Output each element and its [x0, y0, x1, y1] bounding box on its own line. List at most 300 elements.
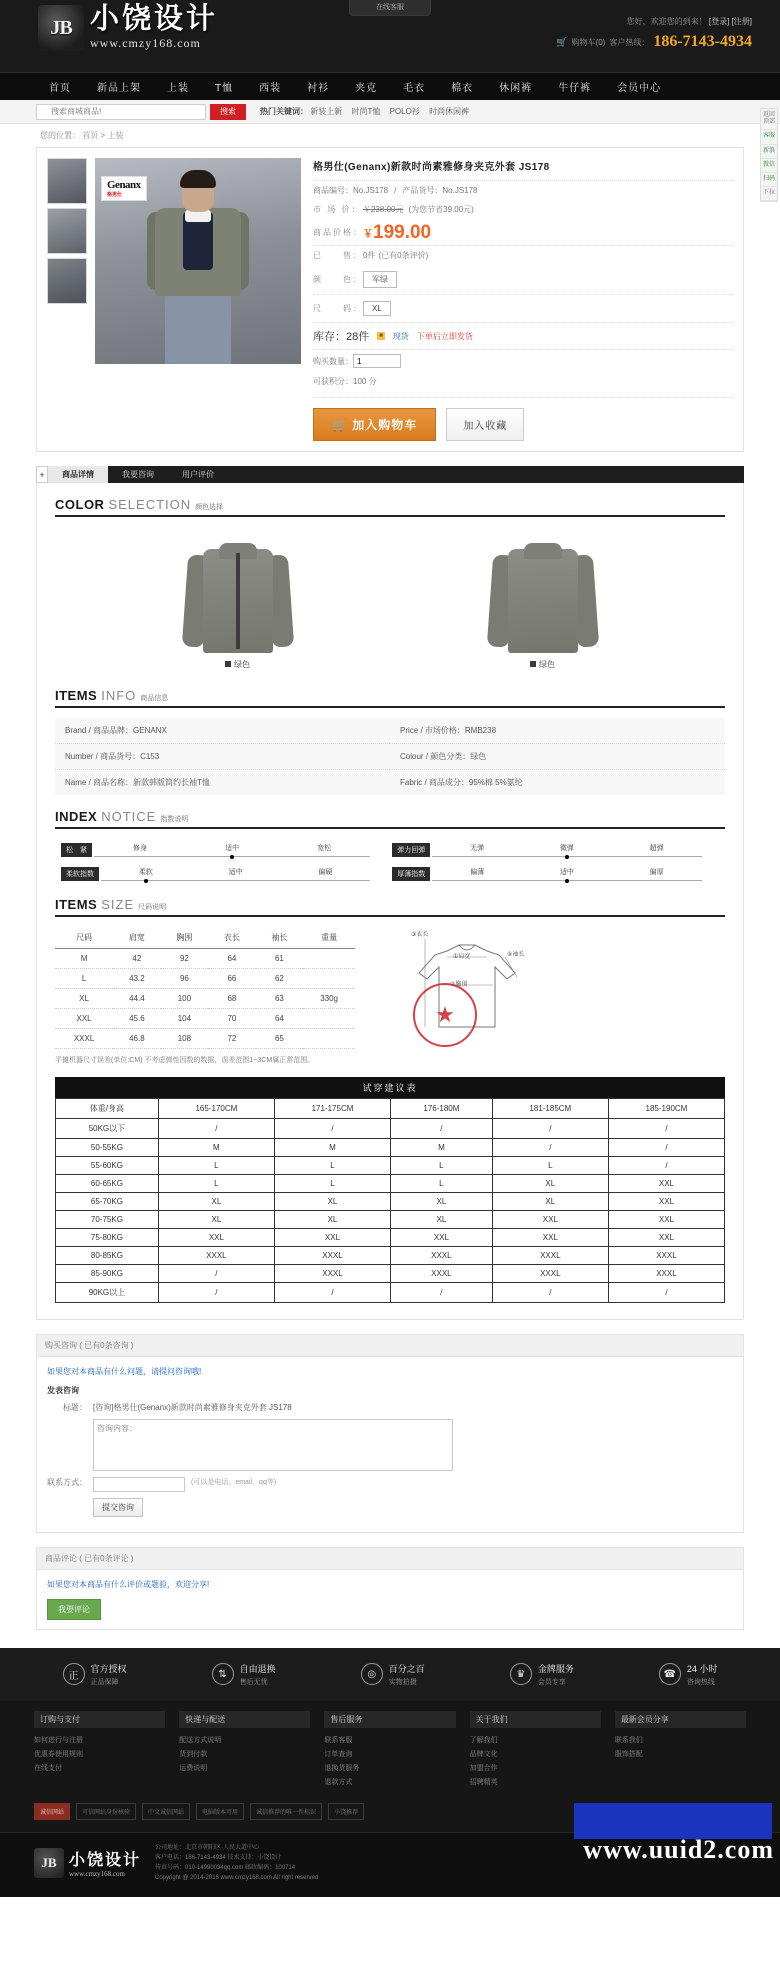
fit-recommendation-table — [55, 1077, 725, 1303]
size-th-0: 尺码 — [55, 927, 113, 949]
service-sub-1: 售后无忧 — [239, 1678, 268, 1686]
section-header-color — [55, 497, 725, 517]
footer-link-0-1[interactable]: 优惠券使用规则 — [34, 1750, 83, 1758]
service-title-1: 自由退换 — [239, 1663, 276, 1674]
nav-item-8[interactable]: 棉衣 — [451, 83, 474, 94]
consult-header — [37, 1335, 743, 1357]
size-cell: 96 — [161, 969, 209, 989]
section-header-size — [55, 897, 725, 917]
size-cell: 62 — [256, 969, 304, 989]
rec-th: 171-175CM — [274, 1098, 390, 1118]
table-row — [55, 969, 355, 989]
table-row — [56, 1246, 725, 1264]
rec-cell: 50KG以下 — [56, 1118, 159, 1138]
hot-word-0[interactable]: 新装上新 — [310, 107, 343, 116]
diagram-label-xiongwei: ②胸围 — [450, 982, 468, 988]
nav-item-3[interactable]: T恤 — [215, 83, 234, 94]
product-title: 格男仕(Genanx)新款时尚素雅修身夹克外套 JS178 — [313, 158, 733, 181]
logo-name: 小饶设计 — [90, 3, 219, 35]
rec-cell: 80-85KG — [56, 1246, 159, 1264]
rec-cell: 85-90KG — [56, 1264, 159, 1282]
index-step-3-0: 偏薄 — [470, 869, 485, 876]
size-cell: 330g — [303, 989, 355, 1009]
thumbnail-list — [47, 158, 89, 441]
rec-cell: 50-55KG — [56, 1138, 159, 1156]
rec-cell: / — [274, 1118, 390, 1138]
rec-table-caption: 试穿建议表 — [55, 1077, 725, 1098]
service-strip — [0, 1648, 780, 1701]
table-row — [55, 770, 725, 796]
consult-contact-label: 联系方式： — [47, 1477, 87, 1487]
rec-cell: XL — [492, 1174, 608, 1192]
consult-contact-hint: (可以是电话、email、qq等) — [191, 1478, 277, 1486]
comment-block — [36, 1547, 744, 1630]
color-option-row — [313, 265, 733, 295]
breadcrumb-item-0[interactable]: 首页 — [82, 131, 99, 140]
nav-item-4[interactable]: 西装 — [259, 83, 282, 94]
footer-col-3 — [470, 1711, 601, 1789]
color-gallery — [55, 527, 725, 674]
footer-link-1-0[interactable]: 配送方式说明 — [179, 1736, 222, 1744]
rec-cell: XXL — [158, 1228, 274, 1246]
rec-cell: XXL — [608, 1192, 724, 1210]
float-wechat[interactable]: 微信 — [761, 159, 777, 173]
consult-block — [36, 1334, 744, 1533]
rec-cell: XL — [391, 1192, 493, 1210]
size-note: 平摊机器尺寸误差(单位:CM) 不考虑弹性因数的数据，误差范围1~3CM属正常范围。 — [55, 1057, 315, 1064]
hotline-number: 186-7143-4934 — [653, 33, 752, 50]
footer-badge-2[interactable]: 中文诚信网站 — [142, 1803, 190, 1820]
color-caption-0: 绿色 — [183, 659, 293, 670]
footer-link-3-0[interactable]: 了解我们 — [469, 1736, 498, 1744]
table-row — [56, 1138, 725, 1156]
size-cell: XXL — [55, 1009, 113, 1029]
qty-input[interactable] — [353, 354, 401, 368]
size-cell — [303, 1009, 355, 1029]
consult-content-row — [47, 1419, 733, 1471]
size-cell — [303, 969, 355, 989]
price-row — [313, 219, 733, 246]
section-color-en-bold: COLOR — [55, 497, 105, 512]
write-review-button[interactable]: 我要评论 — [47, 1599, 101, 1620]
consult-submit-button[interactable]: 提交咨询 — [93, 1498, 143, 1517]
rec-cell: XXXL — [391, 1246, 493, 1264]
size-cell — [303, 1029, 355, 1049]
nav-item-11[interactable]: 会员中心 — [617, 83, 662, 94]
comment-header — [37, 1548, 743, 1570]
rec-cell: 60-65KG — [56, 1174, 159, 1192]
hot-keywords — [260, 106, 476, 117]
info-cell-1-0: Number / 商品货号：C153 — [55, 744, 390, 770]
nav-item-10[interactable]: 牛仔裤 — [558, 83, 592, 94]
index-step-2-1: 适中 — [228, 869, 243, 876]
info-cell-0-1: Price / 市场价格：RMB238 — [390, 718, 725, 744]
stock-text: 库存：28件 — [313, 331, 370, 343]
rec-cell: / — [608, 1156, 724, 1174]
footer-link-1-2[interactable]: 运费说明 — [179, 1764, 208, 1772]
rec-th: 181-185CM — [492, 1098, 608, 1118]
color-item-1[interactable] — [488, 535, 598, 670]
rec-cell: L — [391, 1174, 493, 1192]
size-cell: 45.6 — [113, 1009, 161, 1029]
product-code-row: 商品编号： No.JS178 / 产品货号： No.JS178 — [313, 186, 478, 195]
table-row — [56, 1156, 725, 1174]
color-option-value[interactable]: 军绿 — [363, 271, 397, 288]
nav-item-2[interactable]: 上装 — [167, 83, 189, 94]
breadcrumb-sep: > — [100, 131, 106, 140]
phone-icon: ☎ — [659, 1663, 681, 1685]
hotline-label: 客户热线： — [609, 37, 650, 47]
breadcrumb — [0, 124, 780, 147]
diagram-label-jiankuan: ①肩宽 — [453, 954, 471, 960]
footer-badge-5[interactable]: 小饶推荐 — [328, 1803, 364, 1820]
comment-count: ( 已有0条评论 ) — [79, 1553, 134, 1563]
consult-subhead: 发表咨询 — [47, 1385, 79, 1395]
size-cell: 46.8 — [113, 1029, 161, 1049]
table-row — [56, 1282, 725, 1302]
footer-info-line-0: 公司地址：北京市朝阳区·人民大道中心 — [155, 1844, 260, 1851]
register-link[interactable]: [注册] — [731, 17, 752, 26]
ship-text: 下单后立即发货 — [416, 331, 473, 341]
stock-badge: 现货 — [392, 331, 409, 341]
market-price-label: 市 场 价： — [313, 205, 362, 214]
footer-col-head-1: 快递与配送 — [179, 1711, 310, 1728]
comment-title: 商品评论 — [45, 1553, 77, 1563]
float-weibo[interactable]: 新浪 — [761, 145, 777, 159]
nav-item-0[interactable]: 首页 — [49, 83, 71, 94]
size-option-row — [313, 295, 733, 323]
color-caption-1: 绿色 — [488, 659, 598, 670]
footer-link-3-1[interactable]: 品牌文化 — [469, 1750, 498, 1758]
rec-th: 165-170CM — [158, 1098, 274, 1118]
color-swatch-icon — [530, 661, 536, 667]
rec-cell: / — [158, 1282, 274, 1302]
model-figure — [139, 168, 257, 364]
table-row — [56, 1210, 725, 1228]
product-sku-label: 产品货号： — [402, 186, 443, 195]
size-th-5: 重量 — [303, 927, 355, 949]
nav-item-7[interactable]: 毛衣 — [403, 83, 426, 94]
index-block-1 — [392, 843, 701, 857]
footer-col-head-3: 关于我们 — [470, 1711, 601, 1728]
price-value: 199.00 — [373, 222, 432, 243]
service-title-0: 官方授权 — [90, 1663, 127, 1674]
size-th-1: 肩宽 — [113, 927, 161, 949]
rec-cell: / — [391, 1118, 493, 1138]
rec-cell: / — [391, 1282, 493, 1302]
hot-word-1[interactable]: 时尚T恤 — [351, 107, 381, 116]
footer-col-1 — [179, 1711, 310, 1789]
comment-body — [37, 1570, 743, 1629]
index-tag-3: 厚薄指数 — [392, 867, 430, 881]
table-row — [56, 1174, 725, 1192]
index-step-3-2: 偏厚 — [649, 869, 664, 876]
size-cell: 92 — [161, 949, 209, 969]
thumbnail-2[interactable] — [47, 258, 87, 304]
price-label: 商品价格： — [313, 228, 363, 237]
qty-row — [313, 350, 733, 372]
rec-cell: L — [274, 1156, 390, 1174]
brand-tag-sub: 格男仕 — [107, 193, 123, 198]
rec-cell: / — [492, 1138, 608, 1156]
consult-submit-row — [47, 1498, 733, 1517]
float-collapse[interactable]: 下拉 — [761, 187, 777, 201]
rec-cell: / — [158, 1264, 274, 1282]
size-option-value[interactable]: XL — [363, 301, 391, 316]
rec-cell: XXL — [492, 1228, 608, 1246]
size-cell: L — [55, 969, 113, 989]
consult-tip: 如果您对本商品有什么问题，请提问咨询哦! — [47, 1366, 202, 1376]
points-row — [313, 372, 733, 391]
service-sub-4: 咨询热线 — [686, 1678, 715, 1686]
section-index-en-light: NOTICE — [101, 809, 157, 824]
size-th-4: 袖长 — [256, 927, 304, 949]
index-tag-0: 松 紧 — [61, 843, 92, 857]
color-item-0[interactable] — [183, 535, 293, 670]
index-tag-1: 弹力回弹 — [392, 843, 430, 857]
nav-item-6[interactable]: 夹克 — [355, 83, 378, 94]
certificate-icon: 正 — [63, 1663, 85, 1685]
login-link[interactable]: [登录] — [708, 17, 730, 26]
footer-link-2-1[interactable]: 订单查询 — [324, 1750, 353, 1758]
breadcrumb-item-1[interactable]: 上装 — [107, 131, 124, 140]
nav-item-1[interactable]: 新品上架 — [97, 83, 141, 94]
rec-cell: XL — [158, 1192, 274, 1210]
rec-cell: L — [158, 1174, 274, 1192]
rec-cell: XXXL — [492, 1246, 608, 1264]
index-step-2-0: 柔软 — [101, 867, 191, 877]
rec-cell: 55-60KG — [56, 1156, 159, 1174]
logo-url: www.cmzy168.com — [90, 36, 201, 50]
footer-link-3-3[interactable]: 招聘精英 — [469, 1778, 498, 1786]
table-header-row — [55, 927, 355, 949]
thumbnail-1[interactable] — [47, 208, 87, 254]
rec-cell: XXXL — [158, 1246, 274, 1264]
index-step-1-2: 超弹 — [649, 845, 664, 852]
comment-tip: 如果您对本商品有什么评价或题验，欢迎分享! — [47, 1579, 210, 1589]
hot-word-3[interactable]: 时尚休闲裤 — [429, 107, 470, 116]
rec-cell: 90KG以上 — [56, 1282, 159, 1302]
table-row — [55, 989, 355, 1009]
size-cell: 64 — [208, 949, 256, 969]
search-button[interactable]: 搜索 — [210, 104, 246, 120]
detail-panel — [36, 483, 744, 1320]
footer-col-head-0: 订购与支付 — [34, 1711, 165, 1728]
info-cell-2-1: Fabric / 商品成分：95%棉 5%氨纶 — [400, 778, 523, 787]
footer-link-2-0[interactable]: 联系客服 — [324, 1736, 353, 1744]
footer-link-1-1[interactable]: 货到付款 — [179, 1750, 208, 1758]
brand-tag-name: Genanx — [107, 179, 141, 191]
size-th-3: 衣长 — [208, 927, 256, 949]
logo-badge-icon: JB — [38, 5, 84, 51]
size-cell: 72 — [208, 1029, 256, 1049]
section-color-cn: 颜色选择 — [195, 504, 224, 511]
cart-icon: 🛒 — [556, 36, 568, 47]
footer-badge-4[interactable]: 诚信推荐的唯一性标识 — [250, 1803, 322, 1820]
footer-logo-name: 小饶设计 — [69, 1852, 142, 1870]
thumbnail-0[interactable] — [47, 158, 87, 204]
float-back-to-top[interactable]: 返回顶部 — [761, 109, 777, 130]
search-input[interactable] — [36, 104, 206, 120]
watermark-text: www.uuid2.com — [583, 1835, 774, 1865]
sold-label: 已 售： — [313, 251, 363, 260]
size-cell: 43.2 — [113, 969, 161, 989]
nav-item-5[interactable]: 衬衫 — [307, 83, 330, 94]
footer-badge-0[interactable]: 诚信网站 — [34, 1803, 70, 1820]
consult-body — [37, 1357, 743, 1532]
footer-col-2 — [324, 1711, 455, 1789]
table-row — [56, 1264, 725, 1282]
nav-item-9[interactable]: 休闲裤 — [499, 83, 533, 94]
add-to-favorites-button[interactable]: 加入收藏 — [446, 408, 524, 441]
service-title-2: 百分之百 — [388, 1663, 425, 1674]
size-cell: 104 — [161, 1009, 209, 1029]
sold-value: 0件 — [363, 251, 376, 260]
footer-col-head-2: 售后服务 — [324, 1711, 455, 1728]
detail-tabs — [36, 466, 744, 483]
price-currency: ￥ — [363, 229, 373, 240]
expand-icon[interactable]: + — [36, 466, 48, 483]
footer-link-2-2[interactable]: 退换货服务 — [324, 1764, 360, 1772]
consult-subject-label: 标题： — [63, 1402, 87, 1412]
online-chat-tab[interactable]: 在线客服 — [349, 0, 431, 16]
market-price-row — [313, 200, 733, 219]
tab-consult[interactable]: 我要咨询 — [122, 470, 154, 479]
table-row — [56, 1192, 725, 1210]
consult-content-textarea[interactable] — [93, 1419, 453, 1471]
rec-cell: XXXL — [274, 1246, 390, 1264]
service-item-2 — [361, 1662, 425, 1687]
footer-col-0 — [34, 1711, 165, 1789]
rec-th: 体重/身高 — [56, 1098, 159, 1118]
service-title-3: 金牌服务 — [537, 1663, 574, 1674]
rec-cell: XXL — [608, 1210, 724, 1228]
footer-col-4 — [615, 1711, 746, 1789]
table-row — [55, 949, 355, 969]
size-cell: 70 — [208, 1009, 256, 1029]
tab-product-detail[interactable]: 商品详情 — [48, 466, 108, 483]
footer-link-0-2[interactable]: 在线支付 — [34, 1764, 62, 1772]
index-step-0-0: 修身 — [133, 845, 148, 852]
consult-contact-row — [47, 1477, 733, 1492]
index-block-3 — [392, 867, 701, 881]
section-size-en-light: SIZE — [101, 897, 135, 912]
footer-badge-1[interactable]: 可信网站身份核验 — [76, 1803, 136, 1820]
add-to-cart-button[interactable] — [313, 408, 436, 441]
product-main-image[interactable] — [95, 158, 301, 364]
consult-title: 购买咨询 — [45, 1340, 77, 1350]
service-item-0 — [63, 1662, 127, 1687]
product-code-value: No.JS178 — [353, 186, 389, 195]
index-step-1-1: 微弹 — [522, 843, 612, 853]
rec-cell: XXL — [608, 1228, 724, 1246]
table-row — [55, 1009, 355, 1029]
size-area — [55, 927, 725, 1067]
tab-reviews[interactable]: 用户评价 — [182, 470, 214, 479]
crown-icon: ♛ — [510, 1663, 532, 1685]
table-row — [55, 744, 725, 770]
float-service[interactable]: 客服 — [761, 130, 777, 144]
footer-link-2-3[interactable]: 退款方式 — [324, 1778, 353, 1786]
size-cell: 63 — [256, 989, 304, 1009]
star-stamp-icon: ★ — [413, 983, 477, 1047]
rec-cell: M — [158, 1138, 274, 1156]
rec-cell: / — [608, 1138, 724, 1156]
rec-cell: L — [492, 1156, 608, 1174]
site-logo[interactable] — [38, 5, 218, 51]
rec-cell: XXXL — [391, 1264, 493, 1282]
index-step-0-2: 宽松 — [317, 845, 332, 852]
greeting-text: 您好，欢迎您的到来！ — [626, 17, 707, 26]
footer-company-info — [155, 1843, 318, 1884]
rec-cell: XXL — [608, 1174, 724, 1192]
section-header-index — [55, 809, 725, 829]
rec-cell: 65-70KG — [56, 1192, 159, 1210]
table-row — [56, 1118, 725, 1138]
purchase-buttons — [313, 397, 733, 441]
table-row — [56, 1228, 725, 1246]
size-th-2: 胸围 — [161, 927, 209, 949]
float-qrcode[interactable]: 扫码 — [761, 173, 777, 187]
exchange-icon: ⇅ — [212, 1663, 234, 1685]
rec-th: 176-180M — [391, 1098, 493, 1118]
index-block-0 — [61, 843, 370, 857]
section-header-info — [55, 688, 725, 708]
rec-cell: / — [274, 1282, 390, 1302]
footer-link-4-1[interactable]: 服饰搭配 — [614, 1750, 643, 1758]
rec-cell: L — [158, 1156, 274, 1174]
measurement-diagram — [395, 927, 545, 1047]
rec-cell: 70-75KG — [56, 1210, 159, 1228]
hot-word-2[interactable]: POLO衫 — [389, 107, 420, 116]
section-index-en-bold: INDEX — [55, 809, 98, 824]
index-step-2-2: 偏硬 — [318, 869, 333, 876]
size-cell: 44.4 — [113, 989, 161, 1009]
rec-cell: XXXL — [608, 1264, 724, 1282]
market-price-save: (为您节省39.00元) — [408, 205, 474, 214]
footer-link-0-0[interactable]: 如何进行与注册 — [34, 1736, 83, 1744]
rec-th: 185-190CM — [608, 1098, 724, 1118]
color-label: 颜 色： — [313, 275, 363, 284]
section-info-en-bold: ITEMS — [55, 688, 98, 703]
rec-cell: / — [492, 1118, 608, 1138]
section-info-cn: 商品信息 — [140, 695, 169, 702]
footer-logo-url: www.cmzy168.com — [69, 1870, 125, 1879]
stock-row — [313, 323, 733, 350]
rec-cell: / — [158, 1118, 274, 1138]
footer-link-3-2[interactable]: 加盟合作 — [469, 1764, 498, 1772]
consult-subject-row — [47, 1402, 733, 1413]
footer-link-4-0[interactable]: 联系我们 — [614, 1736, 643, 1744]
rec-cell: M — [391, 1138, 493, 1156]
footer-info-line-1: 客户电话：186-7143-4934 技术支持：小饶设计 — [155, 1854, 282, 1861]
header-cart-link[interactable]: 购物车(0) — [571, 37, 606, 47]
size-cell: XL — [55, 989, 113, 1009]
side-float-bar — [760, 108, 778, 202]
rec-cell: XXXL — [492, 1264, 608, 1282]
hot-keywords-label: 热门关键词： — [260, 107, 308, 116]
size-table — [55, 927, 355, 1049]
rec-cell: L — [274, 1174, 390, 1192]
color-swatch-icon — [225, 661, 231, 667]
market-price-value: ￥238.00元 — [363, 205, 404, 214]
consult-contact-input[interactable] — [93, 1477, 185, 1492]
service-sub-0: 正品保障 — [90, 1678, 119, 1686]
footer-info-line-3: Copyright @ 2014-2016 www.cmzy168.com All right reserved — [155, 1875, 319, 1882]
footer-badge-3[interactable]: 电脑版本可用 — [196, 1803, 244, 1820]
size-cell: 61 — [256, 949, 304, 969]
rec-cell: XXXL — [608, 1246, 724, 1264]
